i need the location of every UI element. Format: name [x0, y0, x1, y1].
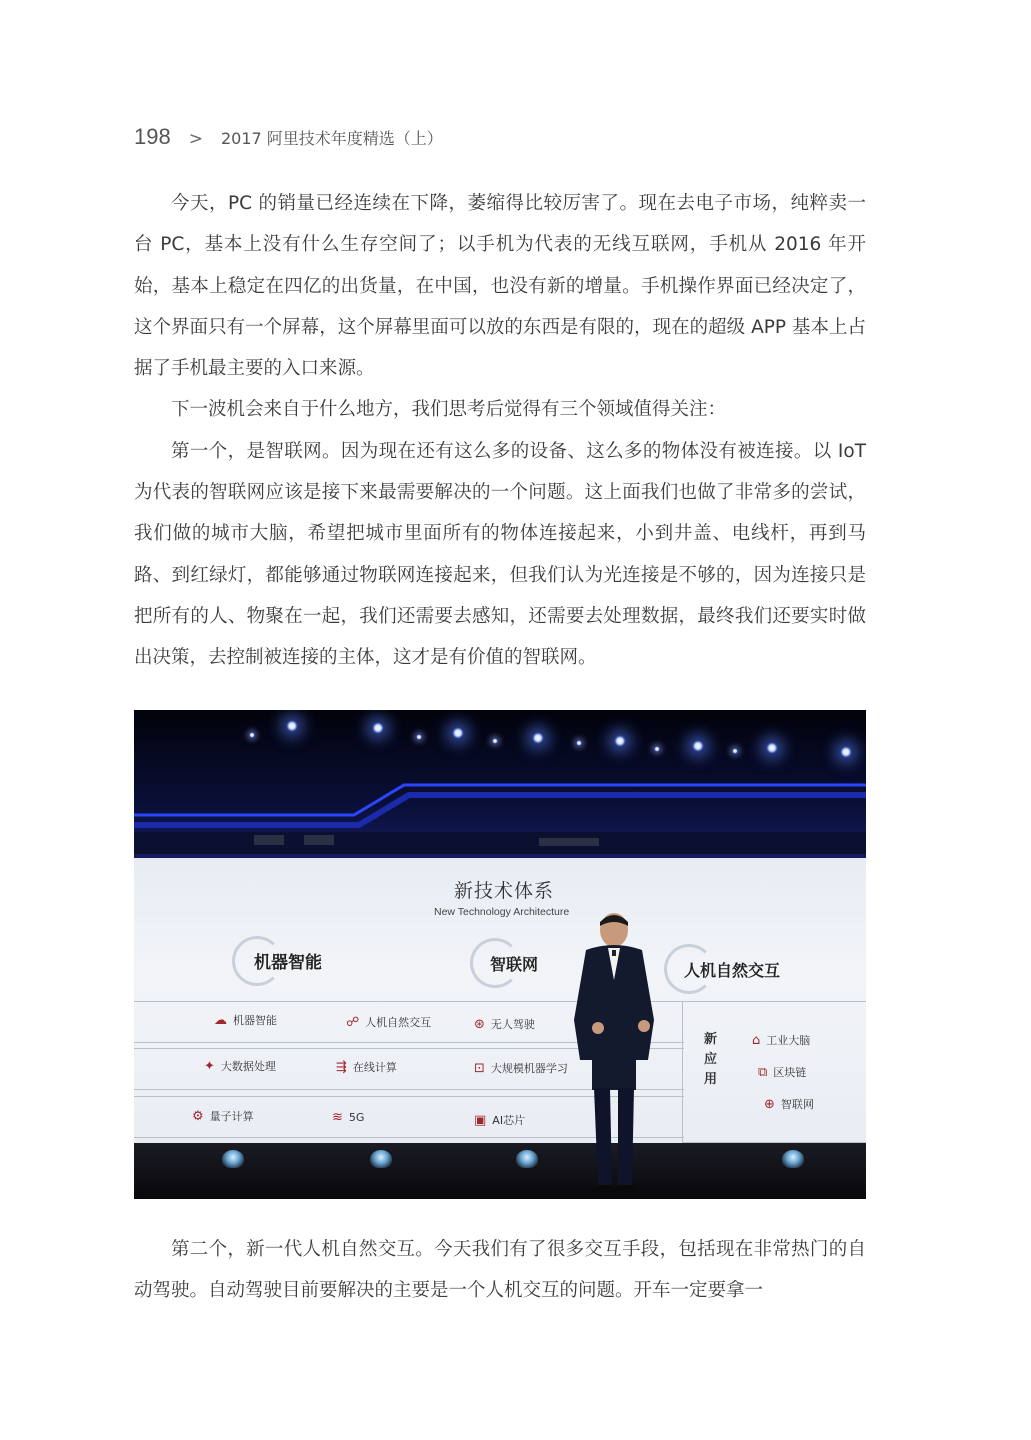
quantum-icon: ⚙ — [192, 1108, 204, 1124]
tech-cell — [474, 1060, 568, 1076]
stage-floor — [134, 1143, 866, 1199]
stage-truss — [134, 780, 866, 855]
pillar-label: 机器智能 — [254, 953, 322, 973]
stage-light — [576, 740, 582, 746]
brain-icon: ☁ — [214, 1012, 227, 1028]
cell-label: 工业大脑 — [766, 1034, 811, 1047]
presenter-figure — [562, 910, 666, 1199]
cell-label: 机器智能 — [233, 1014, 277, 1027]
data-icon: ✦ — [204, 1058, 215, 1074]
stage-light — [840, 746, 852, 758]
tech-cell — [346, 1014, 431, 1030]
screen-subtitle: New Technology Architecture — [434, 906, 570, 918]
cell-label: 大数据处理 — [220, 1060, 276, 1073]
cell-label: AI芯片 — [492, 1114, 526, 1127]
floor-spotlight — [516, 1150, 538, 1168]
wifi-icon: ≋ — [332, 1110, 343, 1125]
paragraph: 第二个，新一代人机自然交互。今天我们有了很多交互手段，包括现在非常热门的自动驾驶。自动驾驶目前要解决的主要是一个人机交互的问题。开车一定要拿一 — [134, 1239, 866, 1302]
stage-light — [692, 740, 704, 752]
new-app-item — [764, 1096, 814, 1112]
cell-label: 量子计算 — [209, 1110, 254, 1123]
stage-light — [654, 746, 660, 752]
cell-label: 智联网 — [780, 1098, 814, 1111]
stage-light — [452, 727, 464, 739]
page-number: 198 — [134, 124, 171, 149]
cell-label: 在线计算 — [352, 1061, 397, 1074]
floor-spotlight — [782, 1150, 804, 1168]
floor-spotlight — [222, 1150, 244, 1168]
tech-cell — [192, 1108, 254, 1124]
tech-cell — [214, 1012, 277, 1028]
pillar-label: 人机自然交互 — [684, 961, 781, 980]
steering-icon: ⊛ — [474, 1016, 485, 1032]
presentation-screen — [134, 858, 866, 1143]
new-app-item — [752, 1032, 810, 1048]
header-separator: > — [188, 129, 203, 149]
stage-light — [286, 720, 298, 732]
stage-light — [766, 742, 778, 754]
stage-photo — [134, 710, 866, 1199]
cell-label: 人机自然交互 — [365, 1016, 432, 1029]
interaction-icon: ☍ — [346, 1014, 360, 1030]
cell-label: 区块链 — [773, 1066, 807, 1079]
cell-label: 无人驾驶 — [490, 1018, 535, 1031]
chip-icon: ▣ — [474, 1112, 487, 1128]
blockchain-icon: ⧉ — [758, 1064, 768, 1080]
pillar-label: 智联网 — [490, 955, 539, 974]
book-title: 2017 阿里技术年度精选（上） — [220, 129, 443, 148]
stage-light — [614, 735, 626, 747]
stage-light — [492, 738, 498, 744]
new-app-item — [758, 1064, 806, 1080]
network-icon: ⊕ — [764, 1096, 775, 1112]
compute-icon: ⇶ — [336, 1059, 347, 1075]
stage-light — [249, 732, 255, 738]
screen-title: 新技术体系 — [454, 880, 555, 902]
stage-light — [532, 732, 544, 744]
paragraph: 今天，PC 的销量已经连续在下降，萎缩得比较厉害了。现在去电子市场，纯粹卖一台 PC，基本上没有什么生存空间了；以手机为代表的无线互联网，手机从 2016 年开始，基本上稳定在四亿的出货量，在中国，也没有新的增量。手机操作界面已经决定了，这个界面只有一个屏幕，这个屏幕里面可以放的东西是有限的，现在的超级 APP 基本上占据了手机最主要的入口来源。 — [134, 193, 866, 380]
new-app-label: 新应用 — [704, 1032, 718, 1087]
stage-light — [416, 734, 422, 740]
learning-icon: ⊡ — [474, 1060, 485, 1076]
body-text-top — [134, 183, 866, 679]
page-header — [134, 124, 443, 150]
stage-light — [372, 722, 384, 734]
paragraph: 第一个，是智联网。因为现在还有这么多的设备、这么多的物体没有被连接。以 IoT 为代表的智联网应该是接下来最需要解决的一个问题。这上面我们也做了非常多的尝试，我们做的城市大脑，希望把城市里面所有的物体连接起来，小到井盖、电线杆，再到马路、到红绿灯，都能够通过物联网连接起来，但我们认为光连接是不够的，因为连接只是把所有的人、物聚在一起，我们还需要去感知，还需要去处理数据，最终我们还要实时做出决策，去控制被连接的主体，这才是有价值的智联网。 — [134, 440, 866, 669]
body-text-bottom — [134, 1229, 866, 1312]
tech-cell — [474, 1112, 525, 1128]
paragraph: 下一波机会来自于什么地方，我们思考后觉得有三个领域值得关注： — [171, 399, 727, 421]
stage-light — [732, 748, 738, 754]
floor-spotlight — [370, 1150, 392, 1168]
factory-icon: ⌂ — [752, 1032, 761, 1048]
cell-label: 大规模机器学习 — [490, 1062, 568, 1075]
tech-cell — [336, 1059, 397, 1075]
tech-cell — [474, 1016, 535, 1032]
tech-cell — [204, 1058, 276, 1074]
cell-label: 5G — [348, 1111, 365, 1124]
tech-cell — [332, 1110, 364, 1125]
